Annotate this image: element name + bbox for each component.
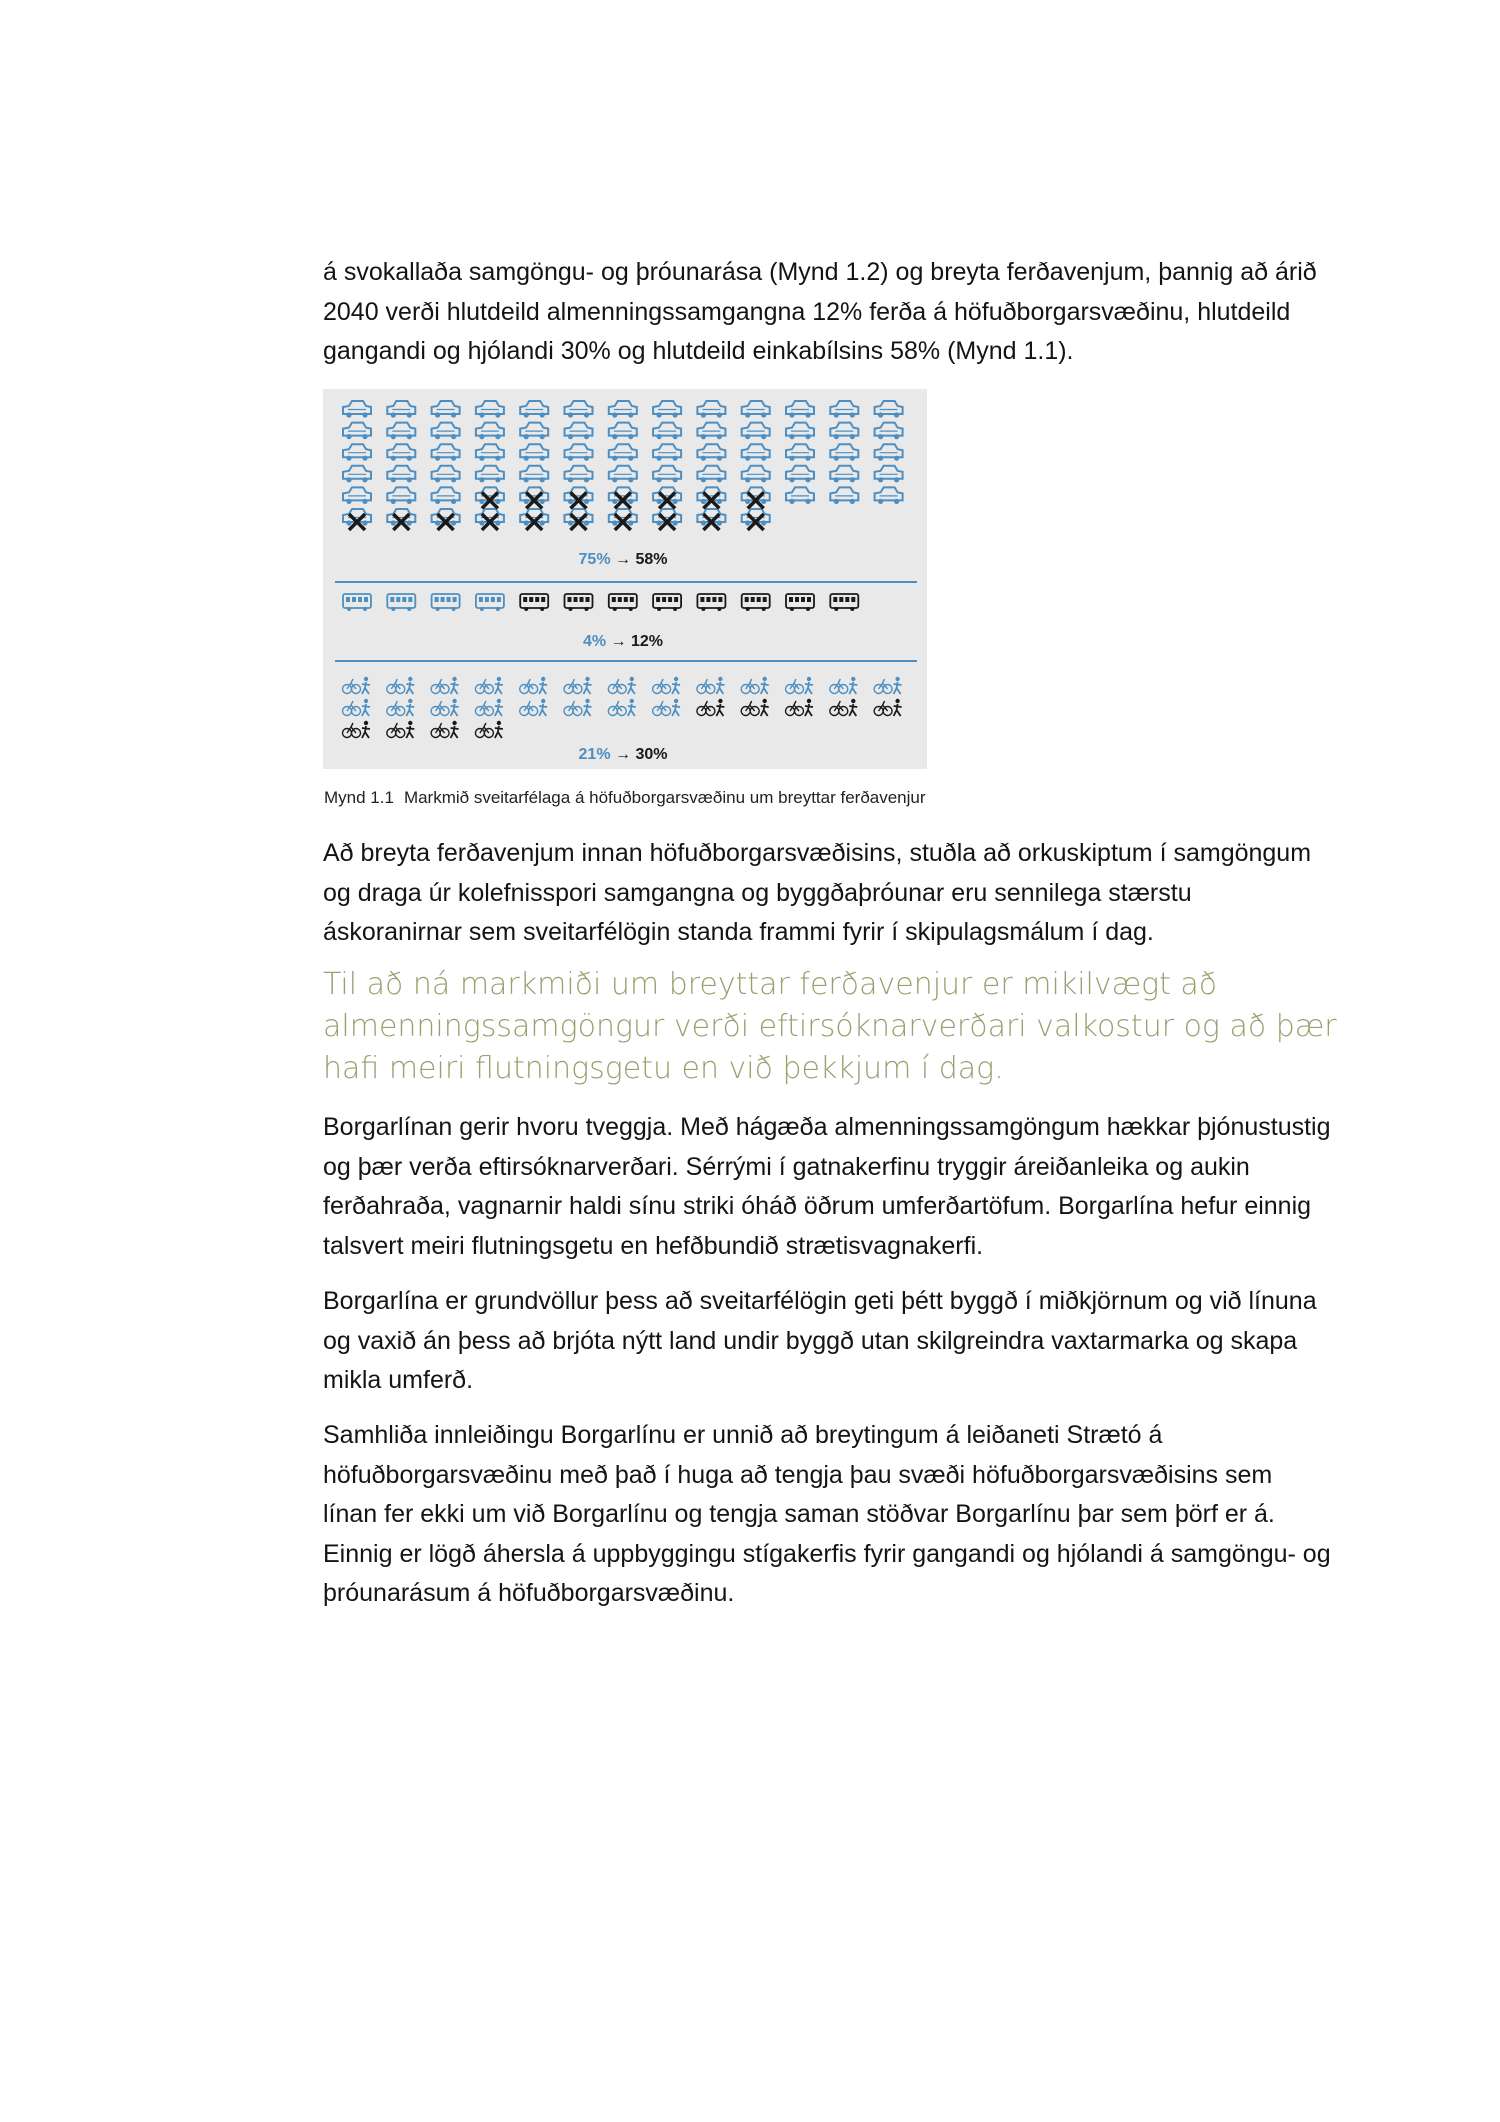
bike-walk-icon — [564, 699, 592, 716]
bike-walk-icon — [786, 677, 814, 694]
car-icon — [387, 444, 415, 461]
car-share-label — [579, 551, 668, 568]
car-icon — [387, 487, 415, 504]
car-icon — [432, 401, 460, 418]
bike-walk-icon — [431, 721, 459, 738]
car-icon — [343, 401, 371, 418]
car-icon — [786, 423, 814, 440]
car-icon — [343, 423, 371, 440]
car-icon — [653, 423, 681, 440]
car-icons — [343, 401, 903, 530]
car-icon — [387, 466, 415, 483]
car-icon — [387, 401, 415, 418]
intro-paragraph: á svokallaða samgöngu- og þróunarása (Mynd 1.2) og breyta ferðavenjum, þannig að árið 2040 verði hlutdeild almenningssamgangna 12% ferða á höfuðborgarsvæðinu, hlutdeild gangandi og hjólandi 30% og hlutdeild einkabílsins 58% (Mynd 1.1). — [323, 258, 1317, 365]
car-icon — [830, 466, 858, 483]
walk-bike-share-label — [579, 746, 668, 763]
car-icon — [786, 401, 814, 418]
bus-share-to: 12% — [630, 633, 664, 650]
car-icon — [520, 444, 548, 461]
bus-icon — [697, 594, 725, 611]
bus-icon — [830, 594, 858, 611]
car-icon — [609, 444, 637, 461]
car-icon — [653, 444, 681, 461]
borgarlina-paragraph-2: Borgarlína er grundvöllur þess að sveitarfélögin geti þétt byggð í miðkjörnum og við línuna og vaxið án þess að brjóta nýtt land undir byggð utan skilgreindra vaxtarmarka og skapa mikla umferð. — [323, 1287, 1317, 1394]
caption-number: Mynd 1.1 — [324, 788, 394, 807]
borgarlina-paragraph-1: Borgarlínan gerir hvoru tveggja. Með hágæða almenningssamgöngum hækkar þjónustustig og þær verða eftirsóknarverðari. Sérrými í gatnakerfinu tryggir áreiðanleika og aukin ferðahraða, vagnarnir haldi sínu striki óháð öðrum umferðartöfum. Borgarlína hefur einnig talsvert meiri flutningsgetu en hefðbundið strætisvagnakerfi. — [323, 1113, 1331, 1260]
bike-walk-icon — [830, 677, 858, 694]
car-icon — [786, 466, 814, 483]
bike-walk-icon — [431, 677, 459, 694]
car-icon — [786, 444, 814, 461]
car-share-to: 58% — [635, 551, 668, 568]
car-icon — [830, 444, 858, 461]
bus-icon — [343, 594, 371, 611]
car-icon — [742, 466, 770, 483]
car-icon — [343, 487, 371, 504]
car-icon — [565, 466, 593, 483]
car-icon — [565, 444, 593, 461]
car-share-from: 75% — [578, 551, 611, 568]
arrow-icon: → — [610, 746, 636, 763]
car-icon — [830, 423, 858, 440]
bike-walk-icon — [741, 677, 769, 694]
bike-walk-icon — [608, 677, 636, 694]
mode-share-pictogram — [323, 389, 927, 769]
car-icon — [697, 444, 725, 461]
car-icon — [830, 487, 858, 504]
car-icon — [565, 401, 593, 418]
car-icon — [742, 444, 770, 461]
car-icon — [343, 466, 371, 483]
car-icon — [476, 466, 504, 483]
car-icon — [520, 466, 548, 483]
car-icon — [742, 423, 770, 440]
car-icon — [520, 423, 548, 440]
bike-walk-icon — [520, 699, 548, 716]
car-icon — [476, 444, 504, 461]
walk-bike-share-to: 30% — [635, 746, 668, 763]
bus-icons — [343, 594, 858, 611]
figure-caption — [324, 788, 926, 808]
car-icon — [875, 444, 903, 461]
car-icon — [432, 466, 460, 483]
bus-icon — [476, 594, 504, 611]
bike-walk-icon — [475, 677, 503, 694]
bus-icon — [653, 594, 681, 611]
bus-icon — [742, 594, 770, 611]
bus-share-label — [583, 633, 663, 650]
bus-icon — [520, 594, 548, 611]
car-icon — [742, 401, 770, 418]
bike-walk-icon — [475, 699, 503, 716]
car-icon — [476, 423, 504, 440]
bike-walk-icon — [387, 677, 415, 694]
car-icon — [343, 444, 371, 461]
car-icon — [476, 401, 504, 418]
car-icon — [432, 487, 460, 504]
bike-walk-icon — [343, 677, 371, 694]
bike-walk-icon — [343, 721, 371, 738]
bus-icon — [609, 594, 637, 611]
challenge-paragraph: Að breyta ferðavenjum innan höfuðborgarsvæðisins, stuðla að orkuskiptum í samgöngum og draga úr kolefnisspori samgangna og byggðaþróunar eru sennilega stærstu áskoranirnar sem sveitarfélögin standa frammi fyrir í skipulagsmálum í dag. — [323, 839, 1312, 946]
bus-share-from: 4% — [582, 633, 607, 650]
car-icon — [432, 423, 460, 440]
bike-walk-icon — [697, 699, 725, 716]
bike-walk-icons — [343, 677, 902, 738]
car-icon — [697, 466, 725, 483]
car-icon — [875, 401, 903, 418]
bike-walk-icon — [653, 699, 681, 716]
bike-walk-icon — [608, 699, 636, 716]
car-icon — [609, 423, 637, 440]
pull-quote: Til að ná markmiði um breyttar ferðavenjur er mikilvægt að almenningssamgöngur verði eftirsóknarverðari valkostur og að þær hafi meiri flutningsgetu en við þekkjum í dag. — [323, 967, 1337, 1086]
bus-icon — [387, 594, 415, 611]
car-icon — [875, 466, 903, 483]
bike-walk-icon — [786, 699, 814, 716]
car-icon — [697, 401, 725, 418]
bike-walk-icon — [475, 721, 503, 738]
car-icon — [432, 444, 460, 461]
car-icon — [875, 423, 903, 440]
car-icon — [830, 401, 858, 418]
bike-walk-icon — [387, 721, 415, 738]
bike-walk-icon — [653, 677, 681, 694]
mode-share-figure — [323, 389, 927, 769]
car-icon — [609, 466, 637, 483]
bike-walk-icon — [874, 699, 902, 716]
car-icon — [875, 487, 903, 504]
bike-walk-icon — [830, 699, 858, 716]
car-icon — [697, 423, 725, 440]
bike-walk-icon — [431, 699, 459, 716]
bike-walk-icon — [520, 677, 548, 694]
car-icon — [520, 401, 548, 418]
bus-icon — [432, 594, 460, 611]
bike-walk-icon — [741, 699, 769, 716]
car-icon — [653, 401, 681, 418]
bus-icon — [565, 594, 593, 611]
car-icon — [387, 423, 415, 440]
walk-bike-share-from: 21% — [578, 746, 611, 763]
car-icon — [609, 401, 637, 418]
bike-walk-icon — [697, 677, 725, 694]
samhlida-paragraph: Samhliða innleiðingu Borgarlínu er unnið að breytingum á leiðaneti Strætó á höfuðborgarsvæðinu með það í huga að tengja þau svæði höfuðborgarsvæðisins sem línan fer ekki um við Borgarlínu og tengja saman stöðvar Borgarlínu þar sem þörf er á. Einnig er lögð áhersla á uppbyggingu stígakerfis fyrir gangandi og hjólandi á samgöngu- og þróunarásum á höfuðborgarsvæðinu. — [323, 1421, 1331, 1607]
bike-walk-icon — [387, 699, 415, 716]
caption-text: Markmið sveitarfélaga á höfuðborgarsvæðinu um breyttar ferðavenjur — [403, 788, 926, 807]
car-icon — [653, 466, 681, 483]
bike-walk-icon — [343, 699, 371, 716]
car-icon — [786, 487, 814, 504]
car-icon — [565, 423, 593, 440]
bike-walk-icon — [564, 677, 592, 694]
bus-icon — [786, 594, 814, 611]
arrow-icon: → — [610, 551, 636, 568]
arrow-icon: → — [606, 633, 631, 650]
bike-walk-icon — [874, 677, 902, 694]
